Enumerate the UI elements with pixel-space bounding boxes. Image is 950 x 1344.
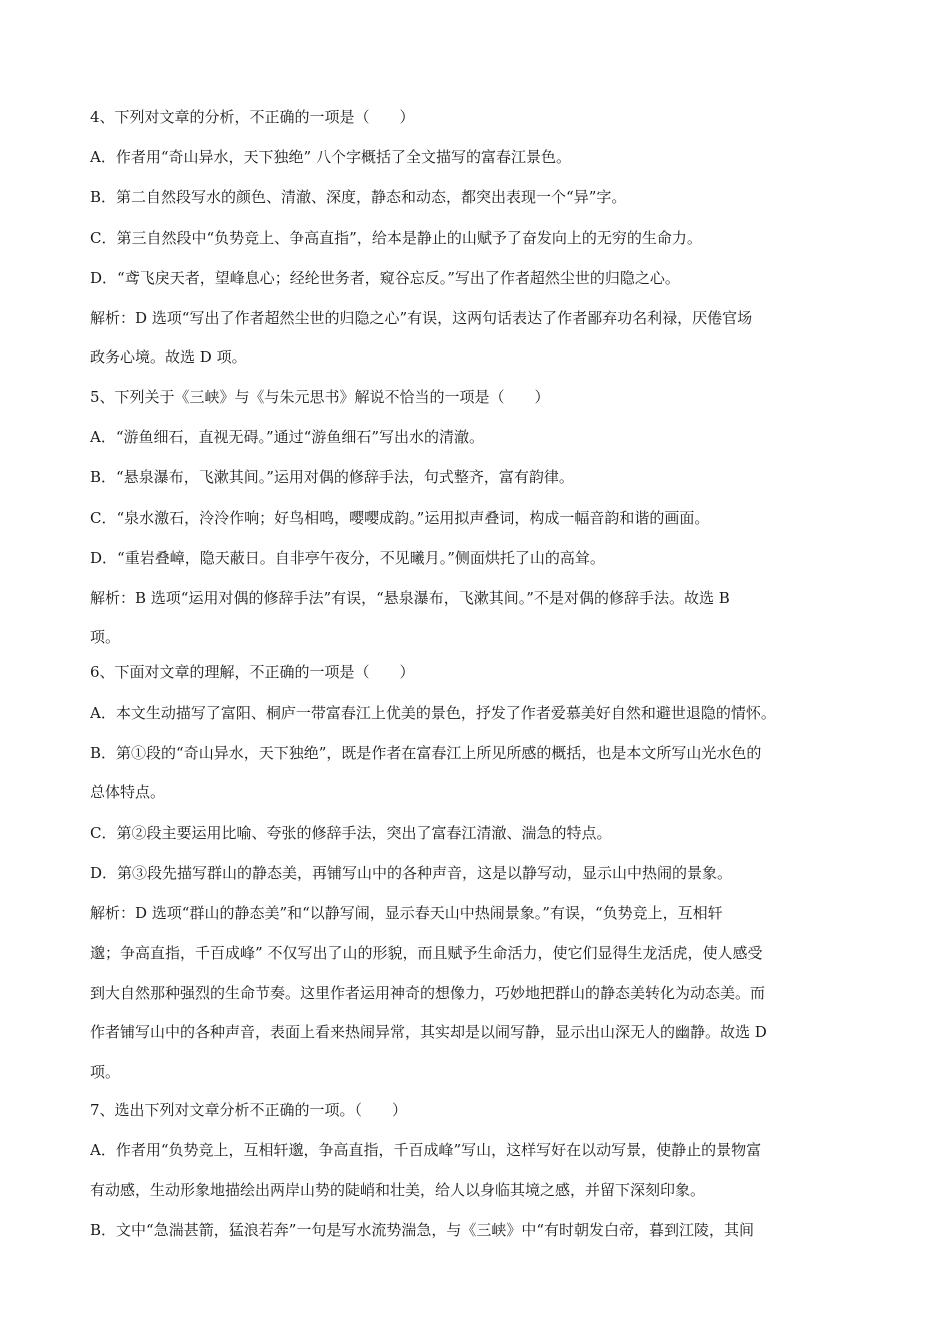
question-5-analysis-line: 解析：B 选项“运用对偶的修辞手法”有误，“悬泉瀑布，飞漱其间。”不是对偶的修辞手法。故选 B — [90, 589, 730, 607]
question-5-option-a: A．“游鱼细石，直视无碍。”通过“游鱼细石”写出水的清澈。 — [90, 428, 485, 446]
question-7-stem: 7、选出下列对文章分析不正确的一项。（ ） — [90, 1101, 408, 1119]
question-4-analysis-line: 解析：D 选项“写出了作者超然尘世的归隐之心”有误，这两句话表达了作者鄙弃功名利禄，厌倦官场 — [90, 309, 753, 327]
question-7-option-line: 有动感，生动形象地描绘出两岸山势的陡峭和壮美，给人以身临其境之感，并留下深刻印象。 — [90, 1181, 706, 1199]
question-6-option-line: A．本文生动描写了富阳、桐庐一带富春江上优美的景色，抒发了作者爱慕美好自然和避世退隐的情怀。 — [90, 704, 776, 722]
question-6-analysis-line: 邈；争高直指，千百成峰” 不仅写出了山的形貌，而且赋予生命活力，使它们显得生龙活虎，使人感受 — [90, 944, 763, 962]
question-6-stem: 6、下面对文章的理解，不正确的一项是（ ） — [90, 663, 415, 681]
question-5-option-d: D．“重岩叠嶂，隐天蔽日。自非亭午夜分，不见曦月。”侧面烘托了山的高耸。 — [90, 549, 605, 567]
question-4-option-b: B．第二自然段写水的颜色、清澈、深度，静态和动态，都突出表现一个“异”字。 — [90, 188, 627, 206]
question-4-option-a: A．作者用“奇山异水，天下独绝” 八个字概括了全文描写的富春江景色。 — [90, 148, 571, 166]
question-6-option-line: C．第②段主要运用比喻、夸张的修辞手法，突出了富春江清澈、湍急的特点。 — [90, 824, 612, 842]
question-6-option-line: D．第③段先描写群山的静态美，再铺写山中的各种声音，这是以静写动，显示山中热闹的景象。 — [90, 864, 733, 882]
question-4-option-d: D．“鸢飞戾天者，望峰息心；经纶世务者，窥谷忘反。”写出了作者超然尘世的归隐之心。 — [90, 269, 680, 287]
question-6-analysis-line: 到大自然那种强烈的生命节奏。这里作者运用神奇的想像力，巧妙地把群山的静态美转化为动态美。而 — [90, 984, 766, 1002]
question-5-analysis-line: 项。 — [90, 628, 121, 646]
question-6-analysis-line: 作者铺写山中的各种声音，表面上看来热闹异常，其实却是以闹写静，显示出山深无人的幽静。故选 D — [90, 1023, 767, 1041]
question-7-option-line: B．文中“急湍甚箭，猛浪若奔”一句是写水流势湍急，与《三峡》中“有时朝发白帝，暮到江陵，其间 — [90, 1221, 755, 1239]
question-5-option-c: C．“泉水激石，泠泠作响；好鸟相鸣，嘤嘤成韵。”运用拟声叠词，构成一幅音韵和谐的画面。 — [90, 509, 710, 527]
question-4-analysis-line: 政务心境。故选 D 项。 — [90, 348, 247, 366]
question-5-stem: 5、下列关于《三峡》与《与朱元思书》解说不恰当的一项是（ ） — [90, 388, 550, 406]
question-5-option-b: B．“悬泉瀑布，飞漱其间。”运用对偶的修辞手法，句式整齐，富有韵律。 — [90, 468, 574, 486]
question-6-option-line: 总体特点。 — [90, 783, 166, 801]
question-4-stem: 4、下列对文章的分析，不正确的一项是（ ） — [90, 108, 415, 126]
question-4-option-c: C．第三自然段中“负势竞上、争高直指”，给本是静止的山赋予了奋发向上的无穷的生命力。 — [90, 229, 702, 247]
question-6-analysis-line: 解析：D 选项“群山的静态美”和“以静写闹，显示春天山中热闹景象。”有误，“负势竞上，互相轩 — [90, 904, 723, 922]
question-7-option-line: A．作者用“负势竞上，互相轩邈，争高直指，千百成峰”写山，这样写好在以动写景，使静止的景物富 — [90, 1141, 762, 1159]
question-6-option-line: B．第①段的“奇山异水，天下独绝”，既是作者在富春江上所见所感的概括，也是本文所写山光水色的 — [90, 744, 762, 762]
question-6-analysis-line: 项。 — [90, 1063, 121, 1081]
